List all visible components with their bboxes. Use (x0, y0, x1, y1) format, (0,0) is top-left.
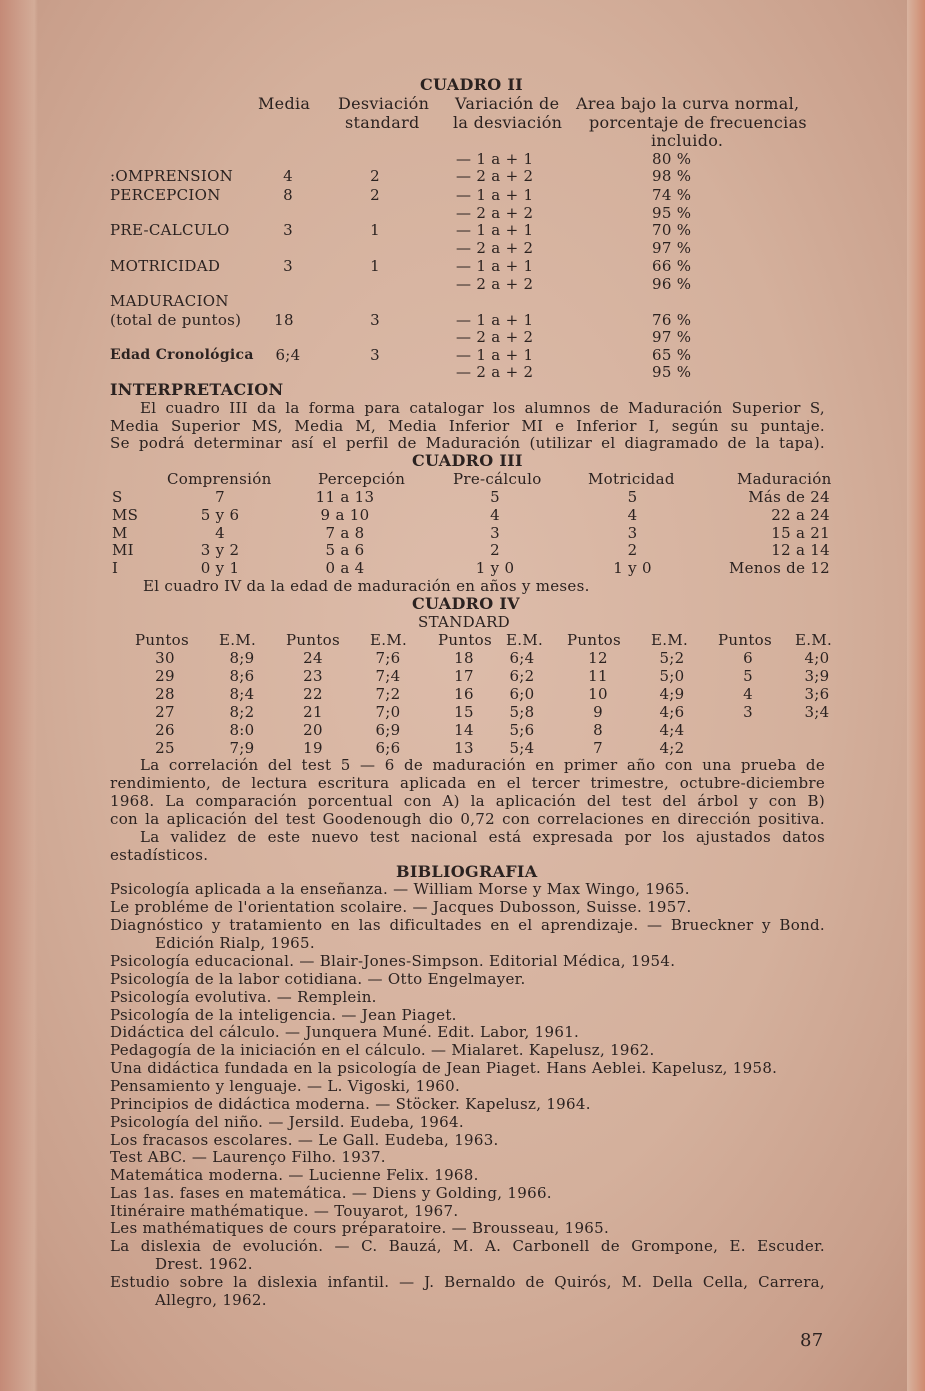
c4-em: 6;9 (375, 721, 401, 739)
c3-comp: 7 (215, 488, 225, 506)
label-motricidad: MOTRICIDAD (110, 257, 221, 275)
c3-mot: 5 (627, 488, 638, 506)
c3-mad: 12 a 14 (771, 541, 830, 559)
c4-header-puntos: Puntos (135, 631, 189, 649)
correlacion-line: estadísticos. (110, 846, 209, 864)
c3-comp: 5 y 6 (200, 506, 240, 524)
c4-em: 4;6 (659, 703, 685, 721)
bibliografia-entry: Pedagogía de la iniciación en el cálculo. — Mialaret. Kapelusz, 1962. (110, 1041, 655, 1059)
c4-em: 6;6 (375, 739, 401, 757)
c4-puntos: 5 (743, 667, 753, 685)
c4-em: 5;0 (659, 667, 685, 685)
porcentaje-value: 97 % (652, 328, 692, 346)
page-number: 87 (800, 1330, 824, 1351)
bibliografia-entry: Psicología de la inteligencia. — Jean Piaget. (110, 1006, 457, 1024)
c4-header-puntos: Puntos (567, 631, 621, 649)
c3-cat: S (112, 488, 123, 506)
c4-puntos: 3 (743, 703, 753, 721)
c4-header-puntos: Puntos (718, 631, 772, 649)
header-la-desviacion: la desviación (453, 113, 563, 132)
correlacion-line: con la aplicación del test Goodenough dio 0,72 con correlaciones en dirección positiva. (110, 810, 825, 828)
c4-puntos: 19 (303, 739, 323, 757)
c3-header-motricidad: Motricidad (588, 470, 675, 488)
c4-em: 8;6 (229, 667, 255, 685)
c4-em: 7;2 (375, 685, 401, 703)
c4-em: 8;4 (229, 685, 255, 703)
variacion-value: — 2 a + 2 (456, 167, 534, 185)
cuadro-iii-note: El cuadro IV da la edad de maduración en años y meses. (143, 577, 590, 595)
variacion-value: — 1 a + 1 (456, 221, 534, 239)
c4-em: 7;4 (375, 667, 401, 685)
correlacion-line: 1968. La comparación porcentual con A) la aplicación del test del árbol y con B) (110, 792, 825, 810)
c3-mot: 4 (627, 506, 638, 524)
interpretacion-line: Media Superior MS, Media M, Media Inferior MI e Inferior I, según su puntaje. (110, 417, 825, 435)
c4-puntos: 10 (588, 685, 608, 703)
header-area: Area bajo la curva normal, (576, 94, 800, 113)
c4-em: 8;2 (229, 703, 255, 721)
c3-header-maduracion: Maduración (737, 470, 832, 488)
bibliografia-entry: Pensamiento y lenguaje. — L. Vigoski, 1960. (110, 1077, 461, 1095)
bibliografia-entry: Principios de didáctica moderna. — Stöcker. Kapelusz, 1964. (110, 1095, 591, 1113)
interpretacion-line: Se podrá determinar así el perfil de Maduración (utilizar el diagramado de la tapa). (110, 434, 825, 452)
c3-perc: 7 a 8 (325, 524, 365, 542)
media-value: 8 (283, 186, 293, 204)
porcentaje-value: 65 % (652, 346, 692, 364)
cuadro-iv-subtitle: STANDARD (418, 613, 510, 631)
c4-puntos: 25 (155, 739, 175, 757)
cuadro-iii-title: CUADRO III (412, 451, 523, 470)
c4-em: 8;9 (229, 649, 255, 667)
variacion-value: — 1 a + 1 (456, 257, 534, 275)
bibliografia-entry: Psicología educacional. — Blair-Jones-Simpson. Editorial Médica, 1954. (110, 952, 676, 970)
porcentaje-value: 95 % (652, 363, 692, 381)
variacion-value: — 2 a + 2 (456, 204, 534, 222)
c4-em: 4;2 (659, 739, 685, 757)
c3-perc: 11 a 13 (315, 488, 375, 506)
c4-header-em: E.M. (219, 631, 257, 649)
c4-puntos: 8 (593, 721, 603, 739)
c3-cat: I (112, 559, 119, 577)
c4-puntos: 21 (303, 703, 323, 721)
c4-puntos: 13 (454, 739, 474, 757)
bibliografia-entry: Le probléme de l'orientation scolaire. — Jacques Dubosson, Suisse. 1957. (110, 898, 692, 916)
porcentaje-value: 96 % (652, 275, 692, 293)
c3-pre: 3 (490, 524, 500, 542)
media-value: 6;4 (275, 346, 301, 364)
c4-puntos: 11 (588, 667, 608, 685)
media-value: 4 (283, 167, 293, 185)
variacion-value: — 1 a + 1 (456, 346, 534, 364)
media-value: 3 (283, 221, 293, 239)
correlacion-line: rendimiento, de lectura escritura aplicada en el tercer trimestre, octubre-diciembre (110, 774, 825, 792)
desv-value: 2 (370, 167, 380, 185)
bibliografia-entry: Diagnóstico y tratamiento en las dificultades en el aprendizaje. — Brueckner y Bond. (110, 916, 825, 934)
c4-em: 6;2 (509, 667, 535, 685)
label-maduracion: MADURACION (110, 292, 229, 310)
c4-header-em: E.M. (651, 631, 689, 649)
c4-puntos: 22 (303, 685, 323, 703)
interpretacion-heading: INTERPRETACION (110, 380, 284, 399)
variacion-value: — 2 a + 2 (456, 239, 534, 257)
c4-puntos: 24 (303, 649, 323, 667)
c3-header-comprension: Comprensión (167, 470, 272, 488)
c4-puntos: 6 (743, 649, 753, 667)
c4-puntos: 30 (155, 649, 175, 667)
porcentaje-value: 70 % (652, 221, 692, 239)
c3-perc: 9 a 10 (320, 506, 370, 524)
c3-cat: M (112, 524, 128, 542)
c3-comp: 4 (215, 524, 225, 542)
c4-puntos: 15 (454, 703, 474, 721)
bibliografia-entry: Test ABC. — Laurenço Filho. 1937. (110, 1148, 386, 1166)
bibliografia-entry: Didáctica del cálculo. — Junquera Muné. Edit. Labor, 1961. (110, 1023, 580, 1041)
bibliografia-entry: Drest. 1962. (155, 1255, 253, 1273)
desv-value: 1 (370, 221, 380, 239)
variacion-value: — 1 a + 1 (456, 311, 534, 329)
porcentaje-value: 97 % (652, 239, 692, 257)
c3-pre: 5 (490, 488, 500, 506)
porcentaje-value: 66 % (652, 257, 692, 275)
c4-em: 4;4 (659, 721, 685, 739)
c4-em: 5;6 (509, 721, 535, 739)
porcentaje-value: 74 % (652, 186, 692, 204)
variacion-value: — 1 a + 1 (456, 150, 534, 168)
c4-puntos: 18 (454, 649, 474, 667)
bibliografia-entry: Edición Rialp, 1965. (155, 934, 315, 952)
c3-cat: MS (112, 506, 139, 524)
bibliografia-entry: Psicología del niño. — Jersild. Eudeba, 1964. (110, 1113, 464, 1131)
c4-puntos: 14 (454, 721, 474, 739)
label-edad-cronologica: Edad Cronológica (110, 347, 254, 363)
c3-mot: 2 (627, 541, 638, 559)
c4-puntos: 16 (454, 685, 474, 703)
c3-comp: 0 y 1 (200, 559, 240, 577)
c3-mad: 22 a 24 (771, 506, 830, 524)
bibliografia-entry: Psicología aplicada a la enseñanza. — William Morse y Max Wingo, 1965. (110, 880, 690, 898)
c4-header-puntos: Puntos (438, 631, 492, 649)
c3-header-percepcion: Percepción (318, 470, 406, 488)
c4-em: 6;4 (509, 649, 535, 667)
desv-value: 1 (370, 257, 380, 275)
c4-puntos: 28 (155, 685, 175, 703)
c4-puntos: 4 (743, 685, 753, 703)
c4-em: 8:0 (229, 721, 255, 739)
c4-header-em: E.M. (795, 631, 833, 649)
bibliografia-entry: Matemática moderna. — Lucienne Felix. 1968. (110, 1166, 479, 1184)
porcentaje-value: 98 % (652, 167, 692, 185)
header-porcentaje: porcentaje de frecuencias (589, 113, 807, 132)
cuadro-ii-title: CUADRO II (420, 75, 523, 94)
header-variacion: Variación de (455, 94, 560, 113)
bibliografia-entry: Una didáctica fundada en la psicología de Jean Piaget. Hans Aeblei. Kapelusz, 1958. (110, 1059, 778, 1077)
c3-comp: 3 y 2 (200, 541, 240, 559)
bibliografia-entry: Itinéraire mathématique. — Touyarot, 1967. (110, 1202, 459, 1220)
media-value: 18 (274, 311, 294, 329)
c3-mad: Más de 24 (748, 488, 830, 506)
c3-pre: 4 (490, 506, 500, 524)
desv-value: 2 (370, 186, 380, 204)
label-pre-calculo: PRE-CALCULO (110, 221, 230, 239)
c3-cat: MI (112, 541, 134, 559)
variacion-value: — 2 a + 2 (456, 275, 534, 293)
porcentaje-value: 76 % (652, 311, 692, 329)
c3-header-pre-calculo: Pre-cálculo (453, 470, 542, 488)
c4-em: 3;9 (804, 667, 830, 685)
bibliografia-heading: BIBLIOGRAFIA (396, 862, 538, 881)
c4-em: 7;6 (375, 649, 401, 667)
c4-em: 4;9 (659, 685, 685, 703)
c4-em: 5;2 (659, 649, 685, 667)
c3-mad: 15 a 21 (771, 524, 830, 542)
interpretacion-line: El cuadro III da la forma para catalogar los alumnos de Maduración Superior S, (140, 399, 825, 417)
c4-em: 5;4 (509, 739, 535, 757)
c3-perc: 0 a 4 (325, 559, 365, 577)
c3-mad: Menos de 12 (728, 559, 830, 577)
c3-mot: 3 (627, 524, 638, 542)
label-percepcion: PERCEPCION (110, 186, 221, 204)
porcentaje-value: 80 % (652, 150, 692, 168)
c3-pre: 2 (490, 541, 500, 559)
c4-header-em: E.M. (370, 631, 408, 649)
bibliografia-entry: Estudio sobre la dislexia infantil. — J. Bernaldo de Quirós, M. Della Cella, Carrera, (110, 1273, 825, 1291)
c4-header-em: E.M. (506, 631, 544, 649)
c4-header-puntos: Puntos (286, 631, 340, 649)
header-incluido: incluido. (651, 131, 724, 150)
header-desviacion: Desviación (338, 94, 430, 113)
header-media: Media (258, 94, 311, 113)
c4-puntos: 26 (155, 721, 175, 739)
bibliografia-entry: Psicología de la labor cotidiana. — Otto Engelmayer. (110, 970, 526, 988)
bibliografia-entry: Allegro, 1962. (155, 1291, 267, 1309)
desv-value: 3 (370, 311, 380, 329)
label-total-puntos: (total de puntos) (110, 311, 242, 329)
c4-puntos: 9 (593, 703, 603, 721)
c4-em: 3;4 (804, 703, 830, 721)
porcentaje-value: 95 % (652, 204, 692, 222)
header-standard: standard (345, 113, 420, 132)
c4-em: 6;0 (509, 685, 535, 703)
c4-puntos: 29 (155, 667, 175, 685)
c3-mot: 1 y 0 (613, 559, 652, 577)
bibliografia-entry: Les mathématiques de cours préparatoire. — Brousseau, 1965. (110, 1219, 610, 1237)
variacion-value: — 2 a + 2 (456, 363, 534, 381)
c4-em: 7;0 (375, 703, 401, 721)
c4-em: 7;9 (229, 739, 255, 757)
label-comprension: :OMPRENSION (110, 167, 234, 185)
c4-em: 4;0 (804, 649, 830, 667)
c4-em: 5;8 (509, 703, 535, 721)
variacion-value: — 1 a + 1 (456, 186, 534, 204)
c4-puntos: 23 (303, 667, 323, 685)
correlacion-line: La validez de este nuevo test nacional está expresada por los ajustados datos (140, 828, 825, 846)
bibliografia-entry: Los fracasos escolares. — Le Gall. Eudeba, 1963. (110, 1131, 499, 1149)
desv-value: 3 (370, 346, 380, 364)
bibliografia-entry: La dislexia de evolución. — C. Bauzá, M. A. Carbonell de Grompone, E. Escuder. (110, 1237, 825, 1255)
media-value: 3 (283, 257, 293, 275)
c4-puntos: 17 (454, 667, 474, 685)
bibliografia-entry: Psicología evolutiva. — Remplein. (110, 988, 377, 1006)
c4-puntos: 20 (303, 721, 323, 739)
c4-puntos: 27 (155, 703, 175, 721)
cuadro-iv-title: CUADRO IV (412, 594, 520, 613)
c4-puntos: 7 (593, 739, 603, 757)
c4-puntos: 12 (588, 649, 608, 667)
c3-pre: 1 y 0 (475, 559, 515, 577)
c4-em: 3;6 (804, 685, 830, 703)
bibliografia-entry: Las 1as. fases en matemática. — Diens y Golding, 1966. (110, 1184, 552, 1202)
variacion-value: — 2 a + 2 (456, 328, 534, 346)
correlacion-line: La correlación del test 5 — 6 de maduración en primer año con una prueba de (140, 756, 825, 774)
c3-perc: 5 a 6 (325, 541, 365, 559)
